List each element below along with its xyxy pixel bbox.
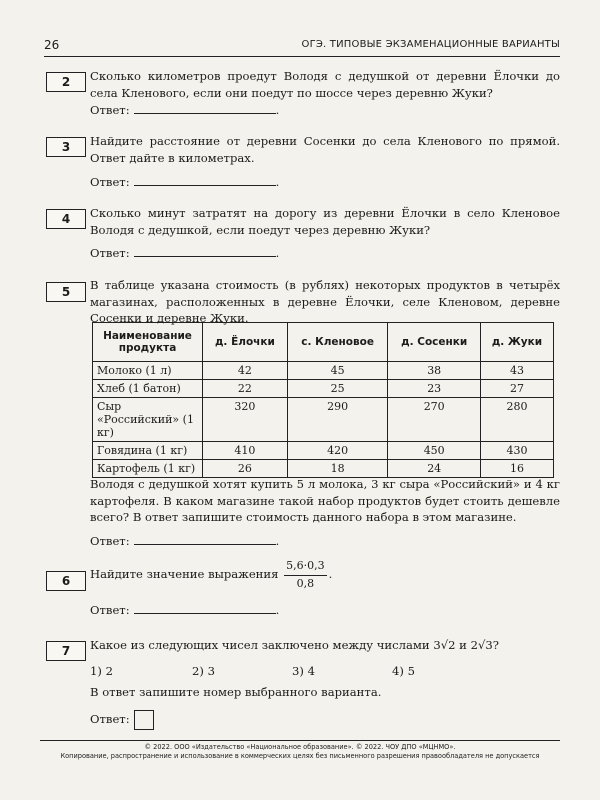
answer-field-3[interactable]: Ответ: . [90,175,280,189]
answer-label: Ответ: [90,246,130,260]
table-cell: 420 [287,442,388,460]
question-number-5: 5 [46,282,86,302]
question-3-text: Найдите расстояние от деревни Сосенки до села Кленового по прямой. Ответ дайте в километрах. [90,134,560,165]
option-3[interactable]: 3) 4 [292,664,315,678]
table-cell: 26 [203,460,288,478]
question-7-text [90,637,560,654]
table-header-cell: д. Жуки [480,323,553,362]
copyright-footer [40,740,560,761]
question-number-3: 3 [46,137,86,157]
question-7-prompt: Какое из следующих чисел заключено между числами [90,638,430,652]
table-cell: Хлеб (1 батон) [93,380,203,398]
answer-field-5[interactable]: Ответ: . [90,534,280,548]
table-header-cell: д. Сосенки [388,323,481,362]
question-6-end: . [328,567,333,581]
question-5-task: Володя с дедушкой хотят купить 5 л молока, 3 кг сыра «Российский» и 4 кг картофеля. В каком магазине такой набор продуктов будет стоить дешевле всего? В ответ запишите стоимость данного набора в этом магазине. [90,477,560,524]
table-cell: 38 [388,362,481,380]
table-row [93,460,554,478]
table-row [93,398,554,442]
table-cell: 43 [480,362,553,380]
page-number: 26 [44,38,60,52]
answer-label: Ответ: [90,103,130,117]
answer-line[interactable] [134,532,276,545]
option-4[interactable]: 4) 5 [392,664,415,678]
table-cell: 24 [388,460,481,478]
question-6-prompt: Найдите значение выражения [90,567,279,581]
answer-label: Ответ: [90,603,130,617]
answer-line[interactable] [134,244,276,257]
answer-field-6[interactable]: Ответ: . [90,603,280,617]
answer-box[interactable] [134,710,154,730]
table-row [93,362,554,380]
answer-line[interactable] [134,173,276,186]
table-cell: 27 [480,380,553,398]
table-cell: 22 [203,380,288,398]
math-expression-2: 2√3 [470,638,493,652]
question-number-4: 4 [46,209,86,229]
question-5-text: В таблице указана стоимость (в рублях) некоторых продуктов в четырёх магазинах, расположенных в деревне Ёлочки, селе Кленовом, деревне Сосенки и деревне Жуки. [90,278,560,325]
question-6-text [90,558,560,592]
table-cell: Молоко (1 л) [93,362,203,380]
answer-field-7[interactable] [90,710,154,730]
fraction-denominator: 0,8 [296,576,315,590]
table-row [93,380,554,398]
table-cell: 18 [287,460,388,478]
table-cell: 42 [203,362,288,380]
table-header-cell: д. Ёлочки [203,323,288,362]
table-cell: 430 [480,442,553,460]
answer-line[interactable] [134,601,276,614]
page-header [44,38,560,57]
table-cell: Сыр «Российский» (1 кг) [93,398,203,442]
answer-field-4[interactable]: Ответ: . [90,246,280,260]
conjunction: и [459,638,467,652]
question-4-text: Сколько минут затратят на дорогу из деревни Ёлочки в село Кленовое Володя с дедушкой, если поедут через деревню Жуки? [90,206,560,237]
question-number-2: 2 [46,72,86,92]
table-cell: 45 [287,362,388,380]
option-2[interactable]: 2) 3 [192,664,215,678]
table-cell: 23 [388,380,481,398]
math-expression-1: 3√2 [433,638,456,652]
answer-label: Ответ: [90,712,130,726]
answer-label: Ответ: [90,175,130,189]
table-header-cell: Наименование продукта [93,323,203,362]
option-1[interactable]: 1) 2 [90,664,113,678]
table-cell: 280 [480,398,553,442]
table-cell: 290 [287,398,388,442]
table-cell: 25 [287,380,388,398]
table-cell: 16 [480,460,553,478]
question-mark: ? [492,638,499,652]
table-header-row [93,323,554,362]
page-header-title: ОГЭ. ТИПОВЫЕ ЭКЗАМЕНАЦИОННЫЕ ВАРИАНТЫ [301,39,560,50]
question-2-text: Сколько километров проедут Володя с дедушкой от деревни Ёлочки до села Кленового, если они поедут по шоссе через деревню Жуки? [90,69,560,100]
table-cell: Говядина (1 кг) [93,442,203,460]
footer-copyright: © 2022. ООО «Издательство «Национальное образование». © 2022. ЧОУ ДПО «МЦНМО». [144,743,456,751]
table-cell: Картофель (1 кг) [93,460,203,478]
table-row [93,442,554,460]
table-cell: 410 [203,442,288,460]
table-header-cell: с. Кленовое [287,323,388,362]
fraction [284,558,326,592]
question-7-instruction: В ответ запишите номер выбранного варианта. [90,685,382,699]
footer-notice: Копирование, распространение и использование в коммерческих целях без письменного разрешения правообладателя не допускается [60,752,540,760]
fraction-numerator: 5,6·0,3 [284,558,326,576]
price-table [92,322,554,478]
question-number-6: 6 [46,571,86,591]
question-number-7: 7 [46,641,86,661]
answer-field-2[interactable]: Ответ: . [90,103,280,117]
answer-label: Ответ: [90,534,130,548]
answer-line[interactable] [134,101,276,114]
table-cell: 450 [388,442,481,460]
table-cell: 270 [388,398,481,442]
table-cell: 320 [203,398,288,442]
